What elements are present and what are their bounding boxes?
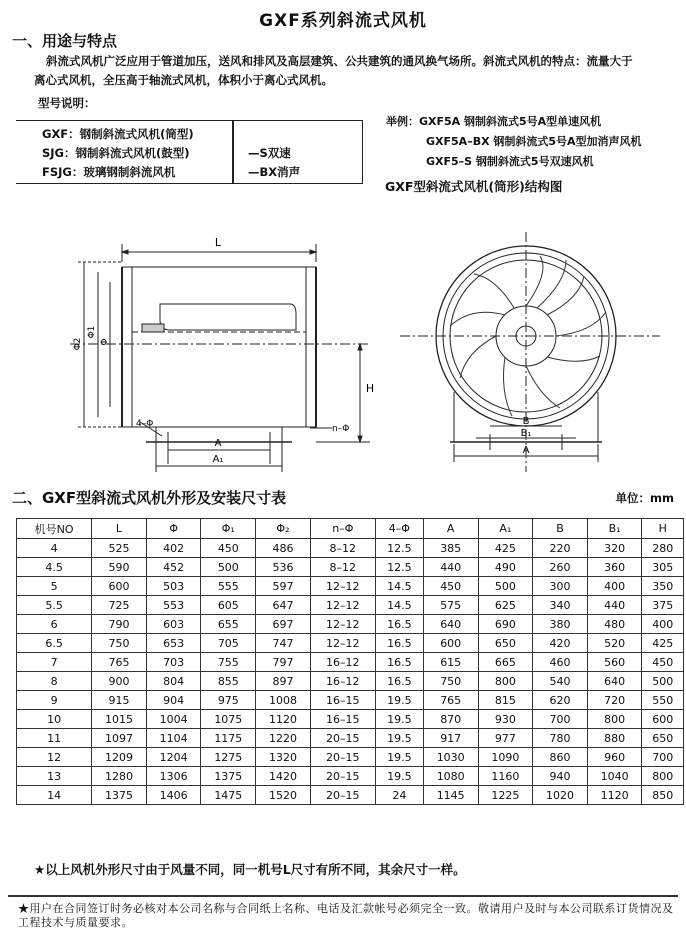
col-header: 4–Φ xyxy=(375,519,423,539)
table-cell: 697 xyxy=(256,615,311,634)
table-cell: 797 xyxy=(256,653,311,672)
table-cell: 1160 xyxy=(478,767,533,786)
table-cell: 14.5 xyxy=(375,596,423,615)
table-cell: 480 xyxy=(587,615,642,634)
table-cell: 1406 xyxy=(146,786,201,805)
table-cell: 5 xyxy=(17,577,92,596)
footer-text: ★用户在合同签订时务必核对本公司名称与合同纸上名称、电话及汇款帐号必须完全一致。敬请用户及时与本公司联系订货情况及工程技术与质量要求。 xyxy=(18,902,674,929)
table-cell: 700 xyxy=(533,710,588,729)
table-cell: 625 xyxy=(478,596,533,615)
table-cell: 653 xyxy=(146,634,201,653)
table-row xyxy=(17,539,684,558)
table-cell: 9 xyxy=(17,691,92,710)
model-fsjg: FSJG：玻璃钢制斜流风机 xyxy=(42,165,176,179)
table-cell: 13 xyxy=(17,767,92,786)
table-cell: 1004 xyxy=(146,710,201,729)
table-cell: 620 xyxy=(533,691,588,710)
table-cell: 305 xyxy=(642,558,684,577)
table-cell: 320 xyxy=(587,539,642,558)
unit-label: 单位：mm xyxy=(615,491,674,505)
model-box-separator xyxy=(232,121,234,183)
side-view-drawing xyxy=(70,232,380,482)
dim-phi1: Φ1 xyxy=(87,325,97,339)
footer-divider xyxy=(8,895,678,897)
table-cell: 750 xyxy=(92,634,147,653)
table-cell: 20–15 xyxy=(310,729,375,748)
table-cell: 536 xyxy=(256,558,311,577)
table-cell: 8 xyxy=(17,672,92,691)
table-cell: 16–15 xyxy=(310,710,375,729)
table-row xyxy=(17,558,684,577)
table-cell: 452 xyxy=(146,558,201,577)
table-cell: 720 xyxy=(587,691,642,710)
table-cell: 555 xyxy=(201,577,256,596)
table-cell: 24 xyxy=(375,786,423,805)
table-cell: 917 xyxy=(423,729,478,748)
table-cell: 650 xyxy=(478,634,533,653)
table-cell: 400 xyxy=(587,577,642,596)
example-3: GXF5–S 钢制斜流式5号双速风机 xyxy=(426,155,594,168)
table-cell: 380 xyxy=(533,615,588,634)
table-cell: 1306 xyxy=(146,767,201,786)
table-cell: 16–15 xyxy=(310,691,375,710)
table-cell: 6.5 xyxy=(17,634,92,653)
table-cell: 425 xyxy=(642,634,684,653)
table-cell: 20–15 xyxy=(310,786,375,805)
table-cell: 375 xyxy=(642,596,684,615)
table-cell: 1420 xyxy=(256,767,311,786)
table-cell: 650 xyxy=(642,729,684,748)
table-cell: 260 xyxy=(533,558,588,577)
table-cell: 900 xyxy=(92,672,147,691)
table-cell: 597 xyxy=(256,577,311,596)
table-cell: 603 xyxy=(146,615,201,634)
table-cell: 19.5 xyxy=(375,748,423,767)
table-row xyxy=(17,672,684,691)
table-cell: 460 xyxy=(533,653,588,672)
table-cell: 280 xyxy=(642,539,684,558)
col-header: A₁ xyxy=(478,519,533,539)
table-cell: 1097 xyxy=(92,729,147,748)
table-cell: 815 xyxy=(478,691,533,710)
dim-A: A xyxy=(214,438,222,449)
table-cell: 1320 xyxy=(256,748,311,767)
col-header: B xyxy=(533,519,588,539)
note-text: ★以上风机外形尺寸由于风量不同，同一机号L尺寸有所不同，其余尺寸一样。 xyxy=(34,862,466,877)
table-cell: 915 xyxy=(92,691,147,710)
table-cell: 14 xyxy=(17,786,92,805)
table-cell: 503 xyxy=(146,577,201,596)
table-cell: 19.5 xyxy=(375,729,423,748)
table-cell: 16–12 xyxy=(310,672,375,691)
table-cell: 690 xyxy=(478,615,533,634)
example-1: 举例：GXF5A 钢制斜流式5号A型单速风机 xyxy=(386,115,602,128)
dim-4-phi: 4–Φ xyxy=(136,419,154,429)
table-cell: 897 xyxy=(256,672,311,691)
dim-B: B xyxy=(522,416,530,427)
table-cell: 385 xyxy=(423,539,478,558)
diagram-title: GXF型斜流式风机(筒形)结构图 xyxy=(385,179,563,194)
model-sjg: SJG：钢制斜流式风机(鼓型) xyxy=(42,146,190,160)
table-cell: 1040 xyxy=(587,767,642,786)
table-cell: 500 xyxy=(478,577,533,596)
model-gxf: GXF：钢制斜流式风机(筒型) xyxy=(42,127,194,141)
table-cell: 16.5 xyxy=(375,615,423,634)
table-cell: 605 xyxy=(201,596,256,615)
table-cell: 553 xyxy=(146,596,201,615)
table-cell: 425 xyxy=(478,539,533,558)
table-cell: 4 xyxy=(17,539,92,558)
table-cell: 800 xyxy=(642,767,684,786)
table-cell: 880 xyxy=(587,729,642,748)
table-cell: 440 xyxy=(587,596,642,615)
table-cell: 1275 xyxy=(201,748,256,767)
table-cell: 850 xyxy=(642,786,684,805)
table-cell: 350 xyxy=(642,577,684,596)
dim-B1: B₁ xyxy=(520,428,532,439)
table-cell: 747 xyxy=(256,634,311,653)
table-cell: 1145 xyxy=(423,786,478,805)
table-cell: 1030 xyxy=(423,748,478,767)
dim-H: H xyxy=(365,382,375,395)
table-cell: 703 xyxy=(146,653,201,672)
table-cell: 8–12 xyxy=(310,539,375,558)
table-cell: 19.5 xyxy=(375,710,423,729)
spec-table-body xyxy=(17,539,684,805)
table-cell: 655 xyxy=(201,615,256,634)
table-cell: 550 xyxy=(642,691,684,710)
table-cell: 665 xyxy=(478,653,533,672)
table-row xyxy=(17,691,684,710)
table-cell: 490 xyxy=(478,558,533,577)
table-cell: 450 xyxy=(423,577,478,596)
table-cell: 12.5 xyxy=(375,558,423,577)
model-label: 型号说明： xyxy=(38,96,96,110)
col-header: H xyxy=(642,519,684,539)
intro-paragraph-line1: 斜流式风机广泛应用于管道加压，送风和排风及高层建筑、公共建筑的通风换气场所。斜流式风机的特点：流量大于 xyxy=(46,54,633,68)
table-cell: 1175 xyxy=(201,729,256,748)
table-row xyxy=(17,748,684,767)
table-row xyxy=(17,577,684,596)
table-cell: 800 xyxy=(478,672,533,691)
table-cell: 20–15 xyxy=(310,767,375,786)
table-cell: 16.5 xyxy=(375,653,423,672)
table-cell: 540 xyxy=(533,672,588,691)
table-cell: 940 xyxy=(533,767,588,786)
table-cell: 1008 xyxy=(256,691,311,710)
table-cell: 600 xyxy=(423,634,478,653)
table-cell: 450 xyxy=(642,653,684,672)
table-cell: 12–12 xyxy=(310,577,375,596)
col-header: Φ₂ xyxy=(256,519,311,539)
table-cell: 1220 xyxy=(256,729,311,748)
table-cell: 700 xyxy=(642,748,684,767)
table-cell: 4.5 xyxy=(17,558,92,577)
table-cell: 520 xyxy=(587,634,642,653)
table-cell: 600 xyxy=(92,577,147,596)
table-cell: 1204 xyxy=(146,748,201,767)
table-cell: 930 xyxy=(478,710,533,729)
dim-phi2: Φ2 xyxy=(73,337,83,351)
table-cell: 560 xyxy=(587,653,642,672)
table-cell: 640 xyxy=(423,615,478,634)
example-2: GXF5A–BX 钢制斜流式5号A型加消声风机 xyxy=(426,135,642,148)
table-row xyxy=(17,615,684,634)
table-cell: 1015 xyxy=(92,710,147,729)
table-cell: 977 xyxy=(478,729,533,748)
intro-paragraph-line2: 离心式风机，全压高于轴流式风机，体积小于离心式风机。 xyxy=(34,73,333,87)
table-cell: 16.5 xyxy=(375,634,423,653)
table-cell: 575 xyxy=(423,596,478,615)
table-cell: 500 xyxy=(642,672,684,691)
table-cell: 220 xyxy=(533,539,588,558)
dim-n-phi: n–Φ xyxy=(332,424,350,434)
table-cell: 5.5 xyxy=(17,596,92,615)
table-cell: 1120 xyxy=(587,786,642,805)
dim-L: L xyxy=(214,236,222,249)
table-header-row xyxy=(17,519,684,539)
table-cell: 855 xyxy=(201,672,256,691)
table-cell: 1090 xyxy=(478,748,533,767)
table-cell: 525 xyxy=(92,539,147,558)
col-header: L xyxy=(92,519,147,539)
table-cell: 904 xyxy=(146,691,201,710)
spec-table xyxy=(16,518,684,805)
table-cell: 360 xyxy=(587,558,642,577)
table-cell: 1225 xyxy=(478,786,533,805)
table-row xyxy=(17,653,684,672)
table-cell: 1020 xyxy=(533,786,588,805)
table-cell: 870 xyxy=(423,710,478,729)
table-cell: 10 xyxy=(17,710,92,729)
table-cell: 1375 xyxy=(201,767,256,786)
table-row xyxy=(17,634,684,653)
table-cell: 14.5 xyxy=(375,577,423,596)
table-cell: 1075 xyxy=(201,710,256,729)
table-cell: 960 xyxy=(587,748,642,767)
col-header: Φ₁ xyxy=(201,519,256,539)
table-cell: 804 xyxy=(146,672,201,691)
table-row xyxy=(17,710,684,729)
section2-heading: 二、GXF型斜流式风机外形及安装尺寸表 xyxy=(12,489,287,507)
table-cell: 647 xyxy=(256,596,311,615)
dim-A-front: A xyxy=(522,445,530,456)
col-header: n–Φ xyxy=(310,519,375,539)
col-header: A xyxy=(423,519,478,539)
table-cell: 440 xyxy=(423,558,478,577)
table-cell: 7 xyxy=(17,653,92,672)
table-cell: 790 xyxy=(92,615,147,634)
table-cell: 860 xyxy=(533,748,588,767)
table-cell: 12–12 xyxy=(310,634,375,653)
table-cell: 11 xyxy=(17,729,92,748)
table-row xyxy=(17,596,684,615)
table-cell: 500 xyxy=(201,558,256,577)
model-box xyxy=(16,120,363,184)
table-cell: 12.5 xyxy=(375,539,423,558)
table-cell: 1120 xyxy=(256,710,311,729)
table-cell: 640 xyxy=(587,672,642,691)
table-row xyxy=(17,786,684,805)
col-header: Φ xyxy=(146,519,201,539)
suffix-bx: —BX消声 xyxy=(248,165,301,179)
table-cell: 400 xyxy=(642,615,684,634)
table-cell: 1280 xyxy=(92,767,147,786)
table-cell: 755 xyxy=(201,653,256,672)
table-cell: 1209 xyxy=(92,748,147,767)
table-cell: 340 xyxy=(533,596,588,615)
table-cell: 1104 xyxy=(146,729,201,748)
table-cell: 1475 xyxy=(201,786,256,805)
col-header: B₁ xyxy=(587,519,642,539)
table-cell: 420 xyxy=(533,634,588,653)
table-cell: 402 xyxy=(146,539,201,558)
table-cell: 765 xyxy=(423,691,478,710)
table-cell: 800 xyxy=(587,710,642,729)
col-header: 机号NO xyxy=(17,519,92,539)
front-view-drawing xyxy=(400,232,670,482)
page-title: GXF系列斜流式风机 xyxy=(259,11,427,31)
table-cell: 590 xyxy=(92,558,147,577)
dim-A1: A₁ xyxy=(212,454,224,465)
table-cell: 20–15 xyxy=(310,748,375,767)
table-cell: 1080 xyxy=(423,767,478,786)
table-cell: 16.5 xyxy=(375,672,423,691)
table-cell: 780 xyxy=(533,729,588,748)
table-cell: 450 xyxy=(201,539,256,558)
table-cell: 486 xyxy=(256,539,311,558)
table-row xyxy=(17,767,684,786)
dim-phi: Φ xyxy=(100,338,110,346)
table-cell: 19.5 xyxy=(375,767,423,786)
table-cell: 1375 xyxy=(92,786,147,805)
table-cell: 600 xyxy=(642,710,684,729)
table-row xyxy=(17,729,684,748)
table-cell: 300 xyxy=(533,577,588,596)
table-cell: 705 xyxy=(201,634,256,653)
table-cell: 12 xyxy=(17,748,92,767)
table-cell: 16–12 xyxy=(310,653,375,672)
section1-heading: 一、用途与特点 xyxy=(12,32,118,50)
table-cell: 725 xyxy=(92,596,147,615)
table-cell: 19.5 xyxy=(375,691,423,710)
table-cell: 750 xyxy=(423,672,478,691)
suffix-s: —S双速 xyxy=(248,146,291,160)
table-cell: 8–12 xyxy=(310,558,375,577)
table-cell: 6 xyxy=(17,615,92,634)
table-cell: 615 xyxy=(423,653,478,672)
table-cell: 1520 xyxy=(256,786,311,805)
table-cell: 765 xyxy=(92,653,147,672)
table-cell: 12–12 xyxy=(310,615,375,634)
table-cell: 975 xyxy=(201,691,256,710)
table-cell: 12–12 xyxy=(310,596,375,615)
